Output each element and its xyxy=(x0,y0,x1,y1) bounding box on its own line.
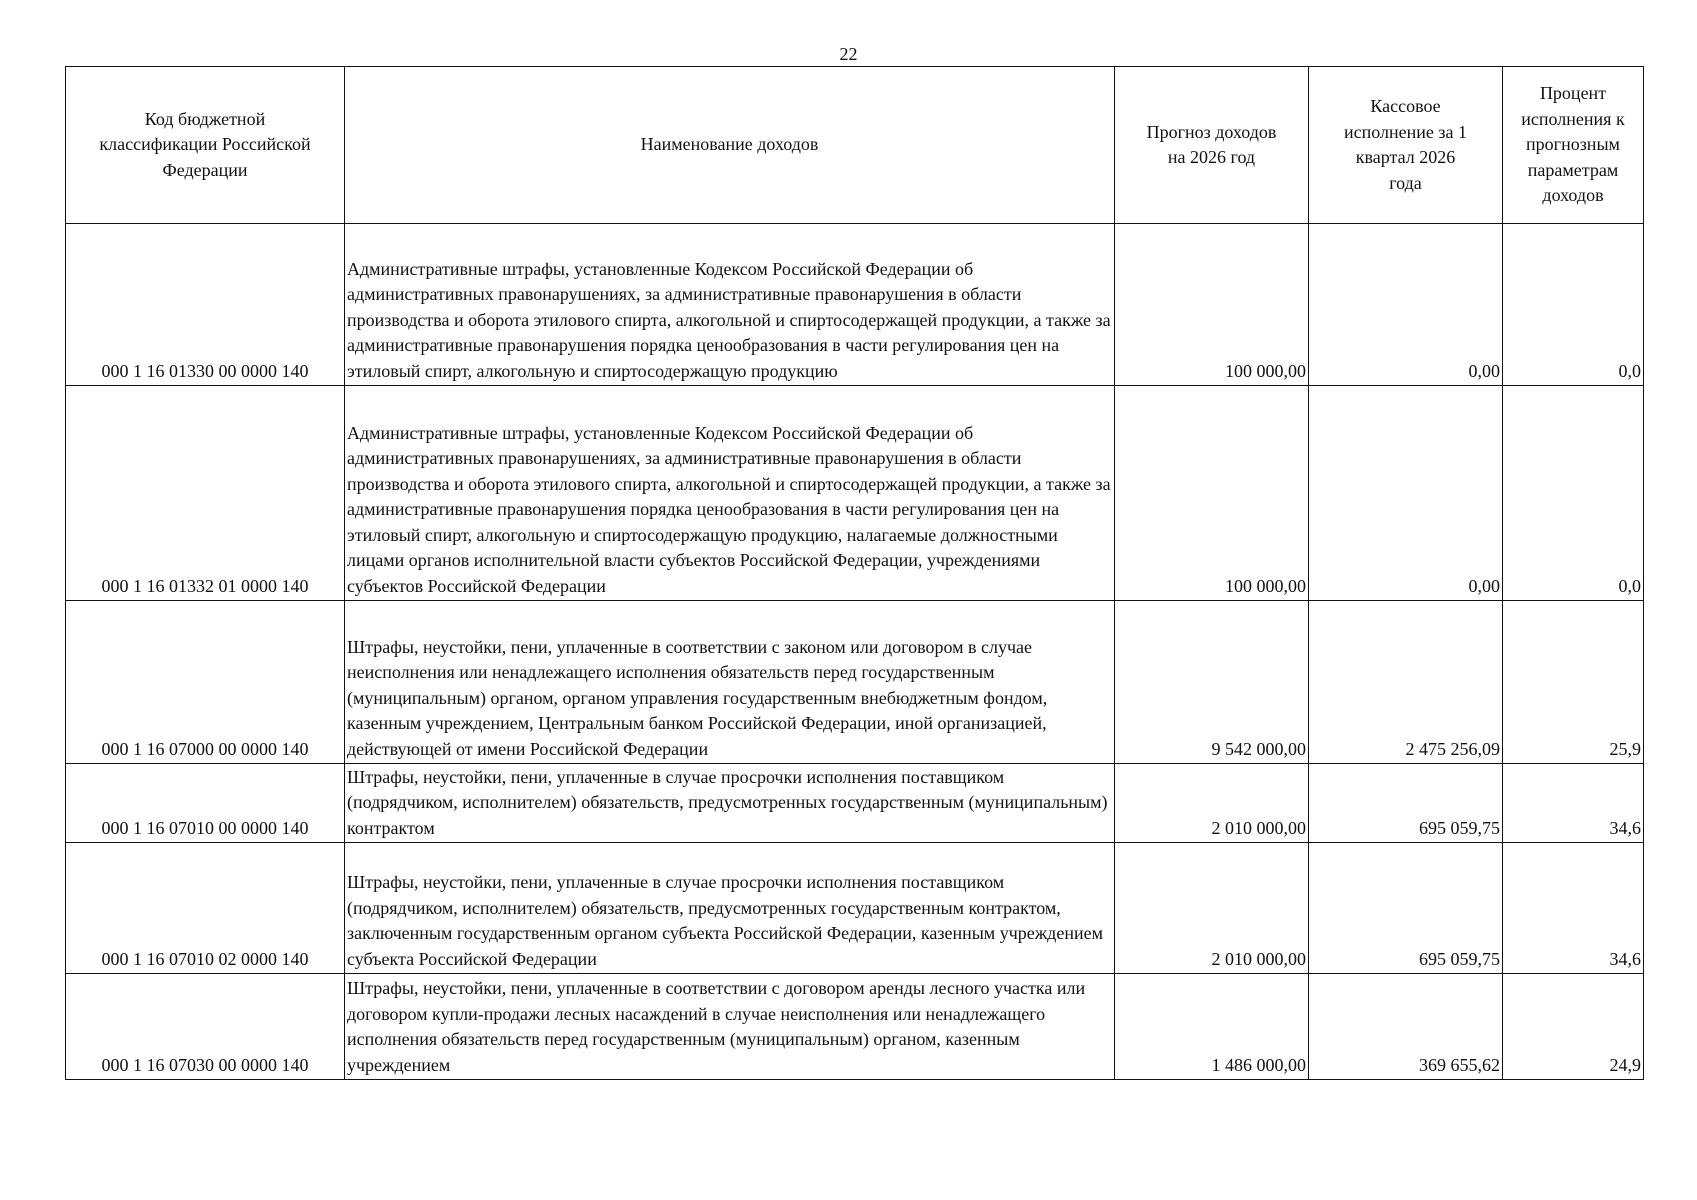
row-name: Штрафы, неустойки, пени, уплаченные в случае просрочки исполнения поставщиком (подрядчиком, исполнителем) обязательств, предусмотренных государственным (муниципальным) контрактом xyxy=(345,764,1115,843)
row-name: Штрафы, неустойки, пени, уплаченные в соответствии с законом или договором в случае неисполнения или ненадлежащего исполнения обязательств перед государственным (муниципальным) органом, органом управления государственным внебюджетным фондом, казенным учреждением, Центральным банком Российской Федерации, иной организацией, действующей от имени Российской Федерации xyxy=(345,601,1115,764)
header-code: Код бюджетной классификации Российской Федерации xyxy=(66,67,345,224)
row-code: 000 1 16 07030 00 0000 140 xyxy=(66,974,345,1080)
row-execution: 695 059,75 xyxy=(1309,843,1503,974)
row-code: 000 1 16 07010 00 0000 140 xyxy=(66,764,345,843)
header-forecast: Прогноз доходов на 2026 год xyxy=(1115,67,1309,224)
table-row xyxy=(66,764,1644,843)
row-name: Административные штрафы, установленные Кодексом Российской Федерации об административных правонарушениях, за административные правонарушения в области производства и оборота этилового спирта, алкогольной и спиртосодержащей продукции, а также за административные правонарушения порядка ценообразования в части регулирования цен на этиловый спирт, алкогольную и спиртосодержащую продукцию, налагаемые должностными лицами органов исполнительной власти субъектов Российской Федерации, учреждениями субъектов Российской Федерации xyxy=(345,386,1115,601)
row-forecast: 2 010 000,00 xyxy=(1115,764,1309,843)
row-execution: 2 475 256,09 xyxy=(1309,601,1503,764)
row-forecast: 100 000,00 xyxy=(1115,224,1309,386)
header-percent: Процент исполнения к прогнозным параметрам доходов xyxy=(1503,67,1644,224)
row-percent: 34,6 xyxy=(1503,764,1644,843)
row-code: 000 1 16 01332 01 0000 140 xyxy=(66,386,345,601)
row-percent: 0,0 xyxy=(1503,386,1644,601)
row-execution: 369 655,62 xyxy=(1309,974,1503,1080)
table-header-row xyxy=(66,67,1644,224)
revenue-table xyxy=(65,66,1644,1080)
table-row xyxy=(66,601,1644,764)
row-percent: 34,6 xyxy=(1503,843,1644,974)
table-row xyxy=(66,974,1644,1080)
header-name: Наименование доходов xyxy=(345,67,1115,224)
table-row xyxy=(66,224,1644,386)
row-execution: 0,00 xyxy=(1309,224,1503,386)
row-code: 000 1 16 07000 00 0000 140 xyxy=(66,601,345,764)
row-execution: 0,00 xyxy=(1309,386,1503,601)
row-forecast: 2 010 000,00 xyxy=(1115,843,1309,974)
row-forecast: 9 542 000,00 xyxy=(1115,601,1309,764)
row-execution: 695 059,75 xyxy=(1309,764,1503,843)
row-percent: 24,9 xyxy=(1503,974,1644,1080)
row-name: Штрафы, неустойки, пени, уплаченные в соответствии с договором аренды лесного участка или договором купли-продажи лесных насаждений в случае неисполнения или ненадлежащего исполнения обязательств перед государственным (муниципальным) органом, казенным учреждением xyxy=(345,974,1115,1080)
header-execution: Кассовое исполнение за 1 квартал 2026 года xyxy=(1309,67,1503,224)
row-percent: 25,9 xyxy=(1503,601,1644,764)
table-row xyxy=(66,843,1644,974)
row-percent: 0,0 xyxy=(1503,224,1644,386)
row-code: 000 1 16 07010 02 0000 140 xyxy=(66,843,345,974)
table-row xyxy=(66,386,1644,601)
row-name: Административные штрафы, установленные Кодексом Российской Федерации об административных правонарушениях, за административные правонарушения в области производства и оборота этилового спирта, алкогольной и спиртосодержащей продукции, а также за административные правонарушения порядка ценообразования в части регулирования цен на этиловый спирт, алкогольную и спиртосодержащую продукцию xyxy=(345,224,1115,386)
row-code: 000 1 16 01330 00 0000 140 xyxy=(66,224,345,386)
row-forecast: 1 486 000,00 xyxy=(1115,974,1309,1080)
page-number: 22 xyxy=(839,44,858,64)
row-name: Штрафы, неустойки, пени, уплаченные в случае просрочки исполнения поставщиком (подрядчиком, исполнителем) обязательств, предусмотренных государственным контрактом, заключенным государственным органом субъекта Российской Федерации, казенным учреждением субъекта Российской Федерации xyxy=(345,843,1115,974)
row-forecast: 100 000,00 xyxy=(1115,386,1309,601)
